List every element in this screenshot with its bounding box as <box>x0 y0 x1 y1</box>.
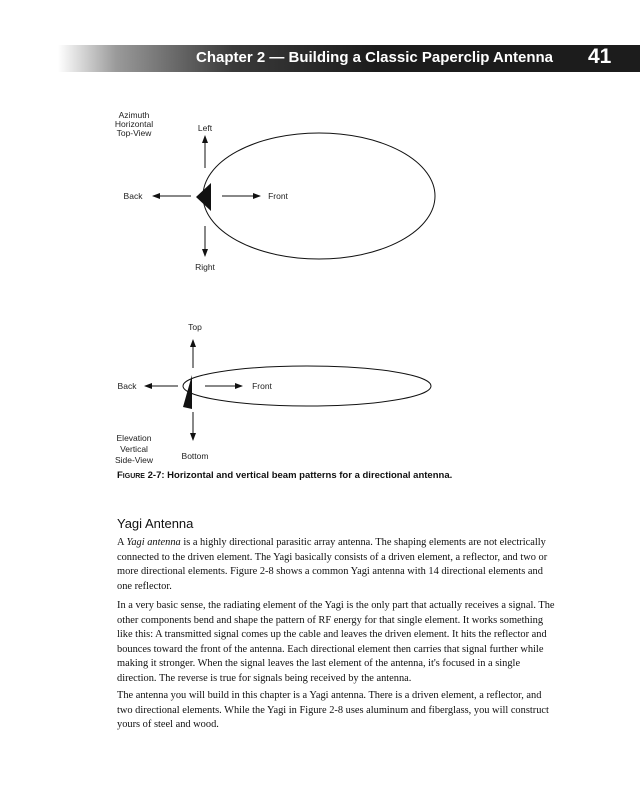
label-bottom: Bottom <box>181 451 209 461</box>
vertical-view-title-line-1: Elevation <box>116 433 152 443</box>
paragraph-1-lead: A <box>117 537 127 548</box>
label-right: Right <box>195 262 215 272</box>
horizontal-view-title-line-2: Horizontal <box>114 119 154 129</box>
vertical-pattern <box>115 322 431 465</box>
horizontal-antenna-marker <box>196 183 211 211</box>
figure-caption <box>117 470 452 481</box>
vertical-view-title-line-2: Vertical <box>120 444 148 454</box>
horizontal-view-title-line-3: Top-View <box>116 128 152 138</box>
yagi-antenna-term: Yagi antenna <box>126 537 181 548</box>
label-front: Front <box>268 191 288 201</box>
paragraph-2: In a very basic sense, the radiating element of the Yagi is the only part that actually receives a signal. The other components bend and shape the pattern of RF energy for that single element. It works something like this: A transmitted signal comes up the cable and leaves the driven element. It hits the reflector and bounces toward the front of the antenna. Each directional element then carries that signal further while making it stronger. When the signal leaves the last element of the antenna, it's focused in a single direction. The reverse is true for signals being received by the antenna. <box>117 600 555 684</box>
label-top: Top <box>188 322 202 332</box>
vertical-label-back: Back <box>117 381 137 391</box>
page-number: 41 <box>588 45 612 68</box>
label-back: Back <box>123 191 143 201</box>
horizontal-pattern <box>115 110 435 272</box>
horizontal-view-title-line-1: Azimuth <box>118 110 150 120</box>
vertical-view-title-line-3: Side-View <box>114 455 154 465</box>
paragraph-1 <box>117 536 557 594</box>
paragraph-1-rest: is a highly directional parasitic array antenna. The shaping elements are not electrically connected to the driven element. The Yagi basically consists of a driven element, a reflector, and two or more directional elements. Figure 2-8 shows a common Yagi antenna with 14 directional elements and one reflector. <box>117 537 548 592</box>
label-left: Left <box>197 123 213 133</box>
caption-text: Horizontal and vertical beam patterns for a directional antenna. <box>164 470 453 481</box>
section-heading: Yagi Antenna <box>117 516 194 531</box>
vertical-label-front: Front <box>252 381 272 391</box>
caption-label: Figure <box>117 470 145 481</box>
paragraph-3: The antenna you will build in this chapter is a Yagi antenna. There is a driven element, a reflector, and two directional elements. While the Yagi in Figure 2-8 uses aluminum and fiberglass, you will construct yours of steel and wood. <box>117 690 549 731</box>
caption-number: 2-7: <box>144 470 165 481</box>
chapter-title: Chapter 2 — Building a Classic Paperclip Antenna <box>196 49 554 66</box>
